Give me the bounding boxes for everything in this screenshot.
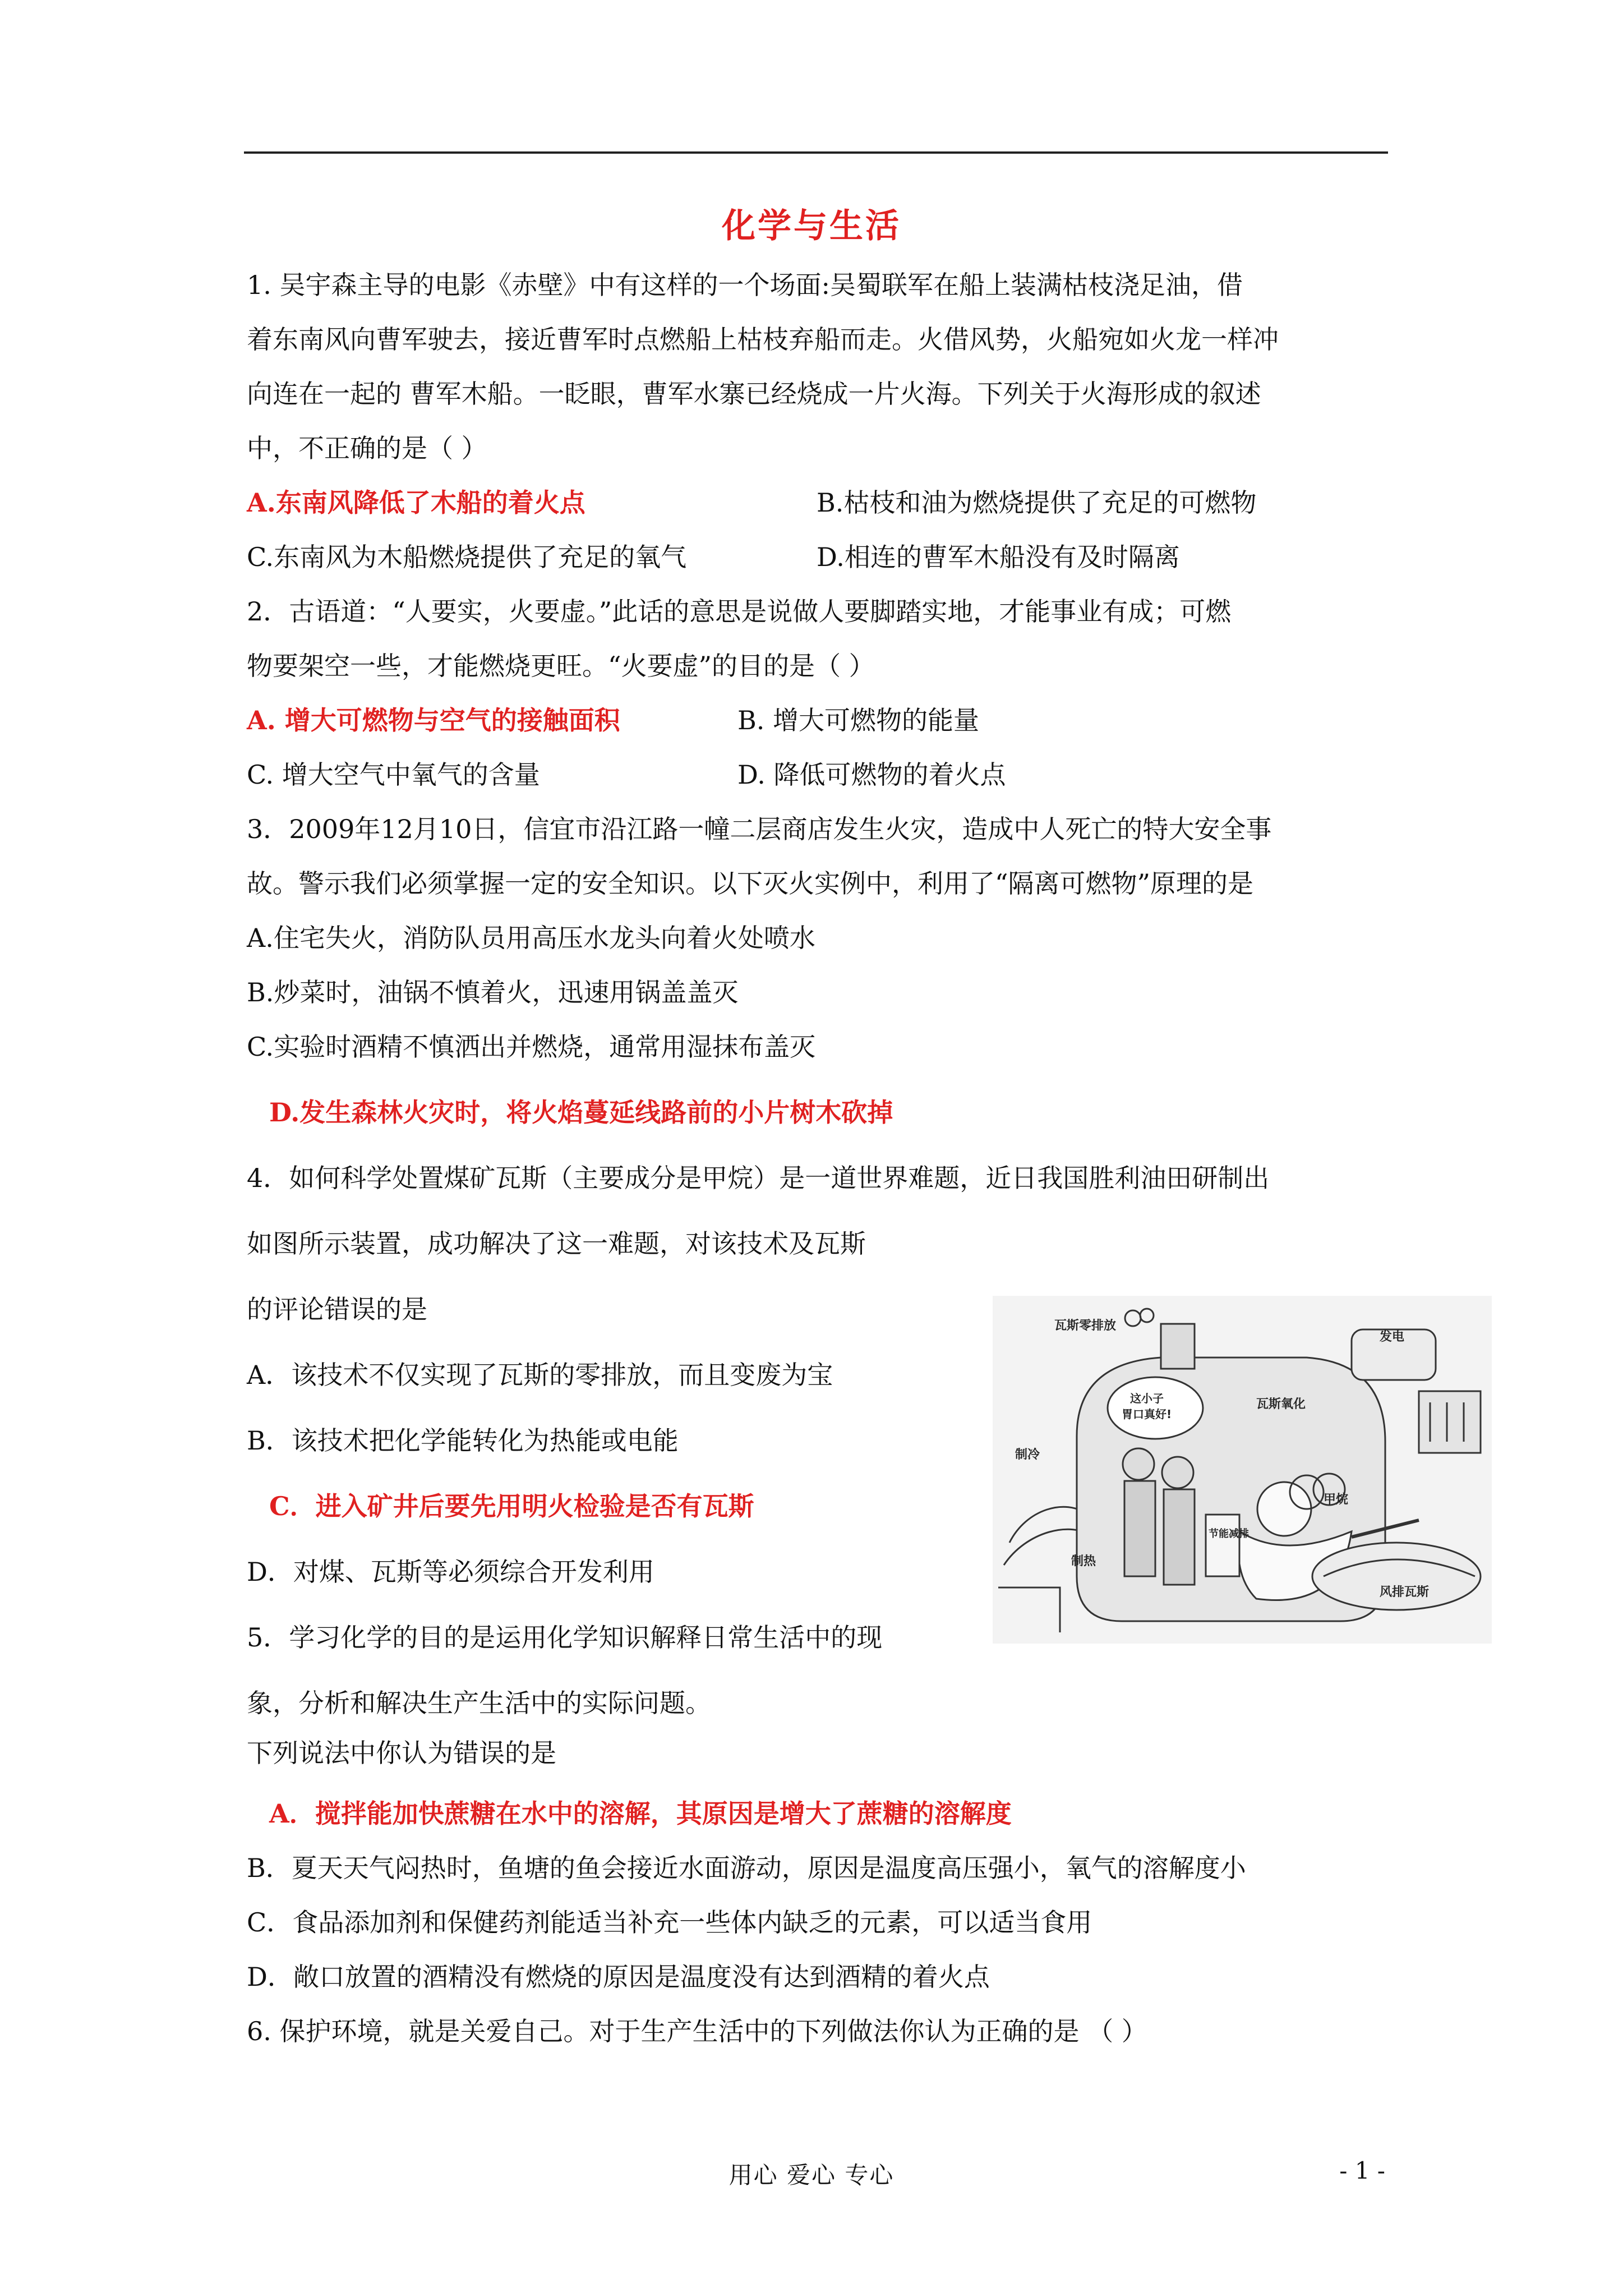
- figure-label: 节能减排: [1209, 1528, 1249, 1540]
- question-4-text: 4．如何科学处置煤矿瓦斯（主要成分是甲烷）是一道世界难题，近日我国胜利油田研制出: [247, 1163, 1270, 1193]
- question-5-text: 象，分析和解决生产生活中的实际问题。: [247, 1688, 711, 1718]
- question-1-option-b: B.枯枝和油为燃烧提供了充足的可燃物: [817, 487, 1257, 518]
- question-1-text: 着东南风向曹军驶去，接近曹军时点燃船上枯枝弃船而走。火借风势，火船宛如火龙一样冲: [247, 324, 1279, 355]
- question-3-option-a: A.住宅失火，消防队员用高压水龙头向着火处喷水: [247, 923, 815, 953]
- question-2-option-a-answer: A. 增大可燃物与空气的接触面积: [247, 705, 620, 735]
- question-2-text: 物要架空一些，才能燃烧更旺。“火要虚”的目的是（ ）: [247, 651, 875, 681]
- question-4-option-a: A．该技术不仅实现了瓦斯的零排放，而且变废为宝: [247, 1360, 833, 1390]
- question-5-option-c: C．食品添加剂和保健药剂能适当补充一些体内缺乏的元素，可以适当食用: [247, 1907, 1092, 1938]
- page-number: - 1 -: [1339, 2157, 1385, 2184]
- header-rule: [244, 151, 1388, 154]
- question-5-option-a-answer: A．搅拌能加快蔗糖在水中的溶解，其原因是增大了蔗糖的溶解度: [269, 1798, 1012, 1829]
- question-5-option-d: D．敞口放置的酒精没有燃烧的原因是温度没有达到酒精的着火点: [247, 1962, 990, 1992]
- question-3-option-d-answer: D.发生森林火灾时，将火焰蔓延线路前的小片树木砍掉: [269, 1097, 893, 1128]
- question-3-text: 3．2009年12月10日，信宜市沿江路一幢二层商店发生火灾，造成中人死亡的特大安全事: [247, 814, 1272, 844]
- question-1-text: 1. 吴宇森主导的电影《赤壁》中有这样的一个场面:吴蜀联军在船上装满枯枝浇足油，借: [247, 270, 1243, 300]
- question-6-text: 6. 保护环境，就是关爱自己。对于生产生活中的下列做法你认为正确的是 （ ）: [247, 2016, 1147, 2046]
- figure-label: 制冷: [1015, 1448, 1040, 1462]
- question-2-option-d: D. 降低可燃物的着火点: [737, 760, 1006, 790]
- question-5-text: 下列说法中你认为错误的是: [247, 1738, 556, 1768]
- question-5-option-b: B．夏天天气闷热时，鱼塘的鱼会接近水面游动，原因是温度高压强小，氧气的溶解度小: [247, 1853, 1246, 1883]
- figure-label: 这小子: [1130, 1392, 1164, 1405]
- figure-label: 发电: [1380, 1330, 1405, 1344]
- footer-motto: 用心 爱心 专心: [728, 2161, 895, 2189]
- figure-label: 瓦斯零排放: [1054, 1319, 1117, 1333]
- question-2-text: 2．古语道：“人要实，火要虚。”此话的意思是说做人要脚踏实地，才能事业有成；可燃: [247, 596, 1232, 627]
- figure-label: 风排瓦斯: [1380, 1585, 1430, 1599]
- question-4-option-b: B．该技术把化学能转化为热能或电能: [247, 1425, 679, 1456]
- question-1-option-a-answer: A.东南风降低了木船的着火点: [247, 487, 585, 518]
- question-2-options-row: [247, 693, 1391, 748]
- gas-device-illustration: [993, 1296, 1492, 1644]
- figure-label: 胃口真好!: [1122, 1407, 1172, 1421]
- question-2-options-row: [247, 748, 1391, 802]
- figure-label: 制热: [1071, 1554, 1096, 1568]
- question-4-text: 的评论错误的是: [247, 1294, 427, 1324]
- question-4-text: 如图所示装置，成功解决了这一难题，对该技术及瓦斯: [247, 1228, 866, 1259]
- question-4-option-c-answer: C．进入矿井后要先用明火检验是否有瓦斯: [269, 1491, 754, 1521]
- question-5-text: 5．学习化学的目的是运用化学知识解释日常生活中的现: [247, 1622, 883, 1653]
- question-1-option-c: C.东南风为木船燃烧提供了充足的氧气: [247, 542, 687, 572]
- question-3-option-b: B.炒菜时，油锅不慎着火，迅速用锅盖盖灭: [247, 977, 739, 1007]
- question-2-option-c: C. 增大空气中氧气的含量: [247, 760, 540, 790]
- question-3-option-c: C.实验时酒精不慎洒出并燃烧，通常用湿抹布盖灭: [247, 1032, 816, 1062]
- question-1-text: 向连在一起的 曹军木船。一眨眼，曹军水寨已经烧成一片火海。下列关于火海形成的叙述: [247, 379, 1261, 409]
- question-1-option-d: D.相连的曹军木船没有及时隔离: [817, 542, 1180, 572]
- page-title: 化学与生活: [722, 206, 901, 246]
- figure-label: 甲烷: [1324, 1493, 1349, 1507]
- question-3-text: 故。警示我们必须掌握一定的安全知识。以下灭火实例中，利用了“隔离可燃物”原理的是: [247, 868, 1254, 899]
- question-1-options-row: [247, 530, 1391, 585]
- question-1-options-row: [247, 476, 1391, 530]
- question-4-option-d: D．对煤、瓦斯等必须综合开发利用: [247, 1557, 654, 1587]
- figure-label: 瓦斯氧化: [1256, 1397, 1306, 1411]
- document-body: [247, 258, 1391, 2059]
- question-2-option-b: B. 增大可燃物的能量: [737, 705, 980, 735]
- question-1-text: 中，不正确的是（ ）: [247, 433, 487, 463]
